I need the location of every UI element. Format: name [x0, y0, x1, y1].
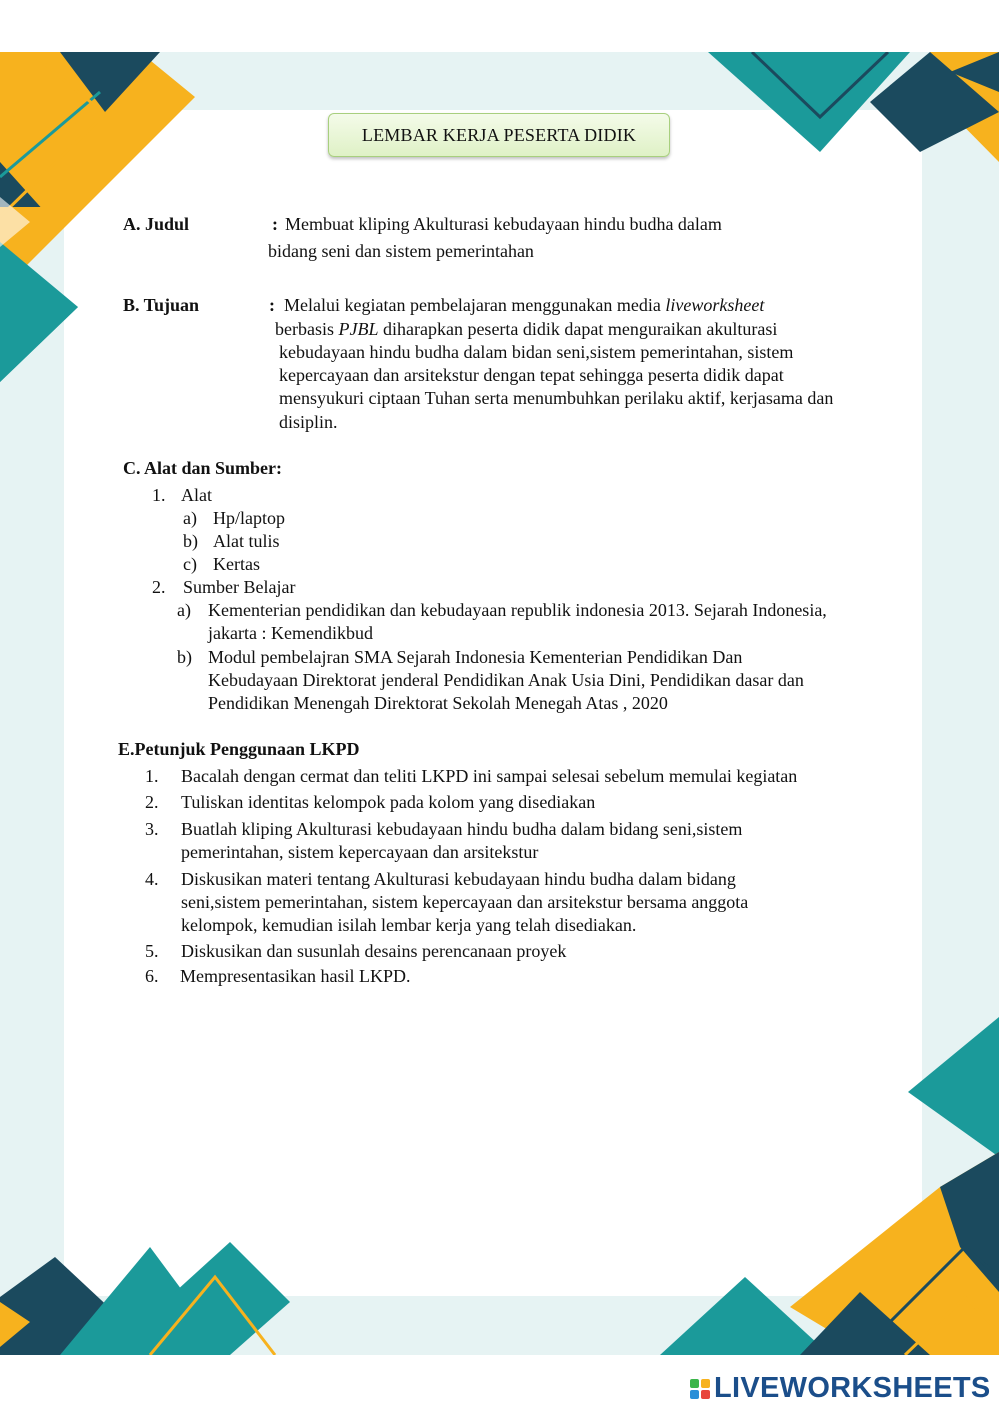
- petunjuk-line: pemerintahan, sistem kepercayaan dan arsitekstur: [181, 842, 539, 862]
- petunjuk-num: 2.: [145, 792, 159, 812]
- tujuan-colon: :: [269, 295, 275, 315]
- source-line: Kebudayaan Direktorat jenderal Pendidikan Anak Usia Dini, Pendidikan dasar dan: [208, 670, 804, 690]
- alat-heading: C. Alat dan Sumber:: [123, 458, 283, 478]
- petunjuk-line: Tuliskan identitas kelompok pada kolom yang disediakan: [181, 792, 596, 812]
- liveworksheets-icon: [690, 1379, 710, 1399]
- petunjuk-num: 1.: [145, 766, 159, 786]
- alat-sub-text: Kertas: [213, 554, 260, 574]
- judul-label: A. Judul: [123, 214, 190, 234]
- petunjuk-num: 5.: [145, 941, 159, 961]
- alat-sub-text: Alat tulis: [213, 531, 280, 551]
- alat-sub-text: Hp/laptop: [213, 508, 285, 528]
- source-line: Modul pembelajran SMA Sejarah Indonesia Kementerian Pendidikan Dan: [208, 647, 743, 667]
- tujuan-line-6: disiplin.: [279, 412, 338, 432]
- page-title-text: LEMBAR KERJA PESERTA DIDIK: [361, 124, 637, 145]
- source-mark: b): [177, 647, 192, 667]
- alat-item-1-label: Alat: [181, 485, 212, 505]
- source-line: Pendidikan Menengah Direktorat Sekolah Menegah Atas , 2020: [208, 693, 668, 713]
- tujuan-label: B. Tujuan: [123, 295, 200, 315]
- tujuan-line-1: Melalui kegiatan pembelajaran menggunakan media liveworksheet: [284, 295, 765, 315]
- alat-sub-mark: c): [183, 554, 197, 574]
- petunjuk-line: Buatlah kliping Akulturasi kebudayaan hindu budha dalam bidang seni,sistem: [181, 819, 743, 839]
- petunjuk-num: 4.: [145, 869, 159, 889]
- petunjuk-line: Mempresentasikan hasil LKPD.: [180, 966, 411, 986]
- judul-line-1: Membuat kliping Akulturasi kebudayaan hindu budha dalam: [285, 214, 722, 234]
- liveworksheets-logo[interactable]: [690, 1372, 991, 1405]
- source-mark: a): [177, 600, 191, 620]
- alat-item-2-num: 2.: [152, 577, 166, 597]
- judul-colon: :: [272, 214, 278, 234]
- tujuan-line-2: berbasis PJBL diharapkan peserta didik dapat menguraikan akulturasi: [275, 319, 778, 339]
- source-line: jakarta : Kemendikbud: [208, 623, 373, 643]
- petunjuk-line: kelompok, kemudian isilah lembar kerja yang telah disediakan.: [181, 915, 637, 935]
- alat-sub-mark: b): [183, 531, 198, 551]
- petunjuk-num: 3.: [145, 819, 159, 839]
- petunjuk-line: Diskusikan materi tentang Akulturasi kebudayaan hindu budha dalam bidang: [181, 869, 736, 889]
- petunjuk-line: Bacalah dengan cermat dan teliti LKPD ini sampai selesai sebelum memulai kegiatan: [181, 766, 798, 786]
- brand-text: LIVEWORKSHEETS: [714, 1372, 991, 1404]
- alat-sub-mark: a): [183, 508, 197, 528]
- petunjuk-heading: E.Petunjuk Penggunaan LKPD: [118, 739, 360, 759]
- tujuan-line-4: kepercayaan dan arsitekstur dengan tepat sehingga peserta didik dapat: [279, 365, 784, 385]
- petunjuk-num: 6.: [145, 966, 159, 986]
- petunjuk-line: seni,sistem pemerintahan, sistem kepercayaan dan arsitekstur bersama anggota: [181, 892, 749, 912]
- alat-item-1-num: 1.: [152, 485, 166, 505]
- tujuan-line-5: mensyukuri ciptaan Tuhan serta menumbuhkan perilaku aktif, kerjasama dan: [279, 388, 834, 408]
- petunjuk-line: Diskusikan dan susunlah desains perencanaan proyek: [181, 941, 567, 961]
- page-title: [328, 113, 670, 157]
- tujuan-line-3: kebudayaan hindu budha dalam bidan seni,sistem pemerintahan, sistem: [279, 342, 794, 362]
- judul-line-2: bidang seni dan sistem pemerintahan: [268, 241, 534, 261]
- alat-item-2-label: Sumber Belajar: [183, 577, 296, 597]
- source-line: Kementerian pendidikan dan kebudayaan republik indonesia 2013. Sejarah Indonesia,: [208, 600, 827, 620]
